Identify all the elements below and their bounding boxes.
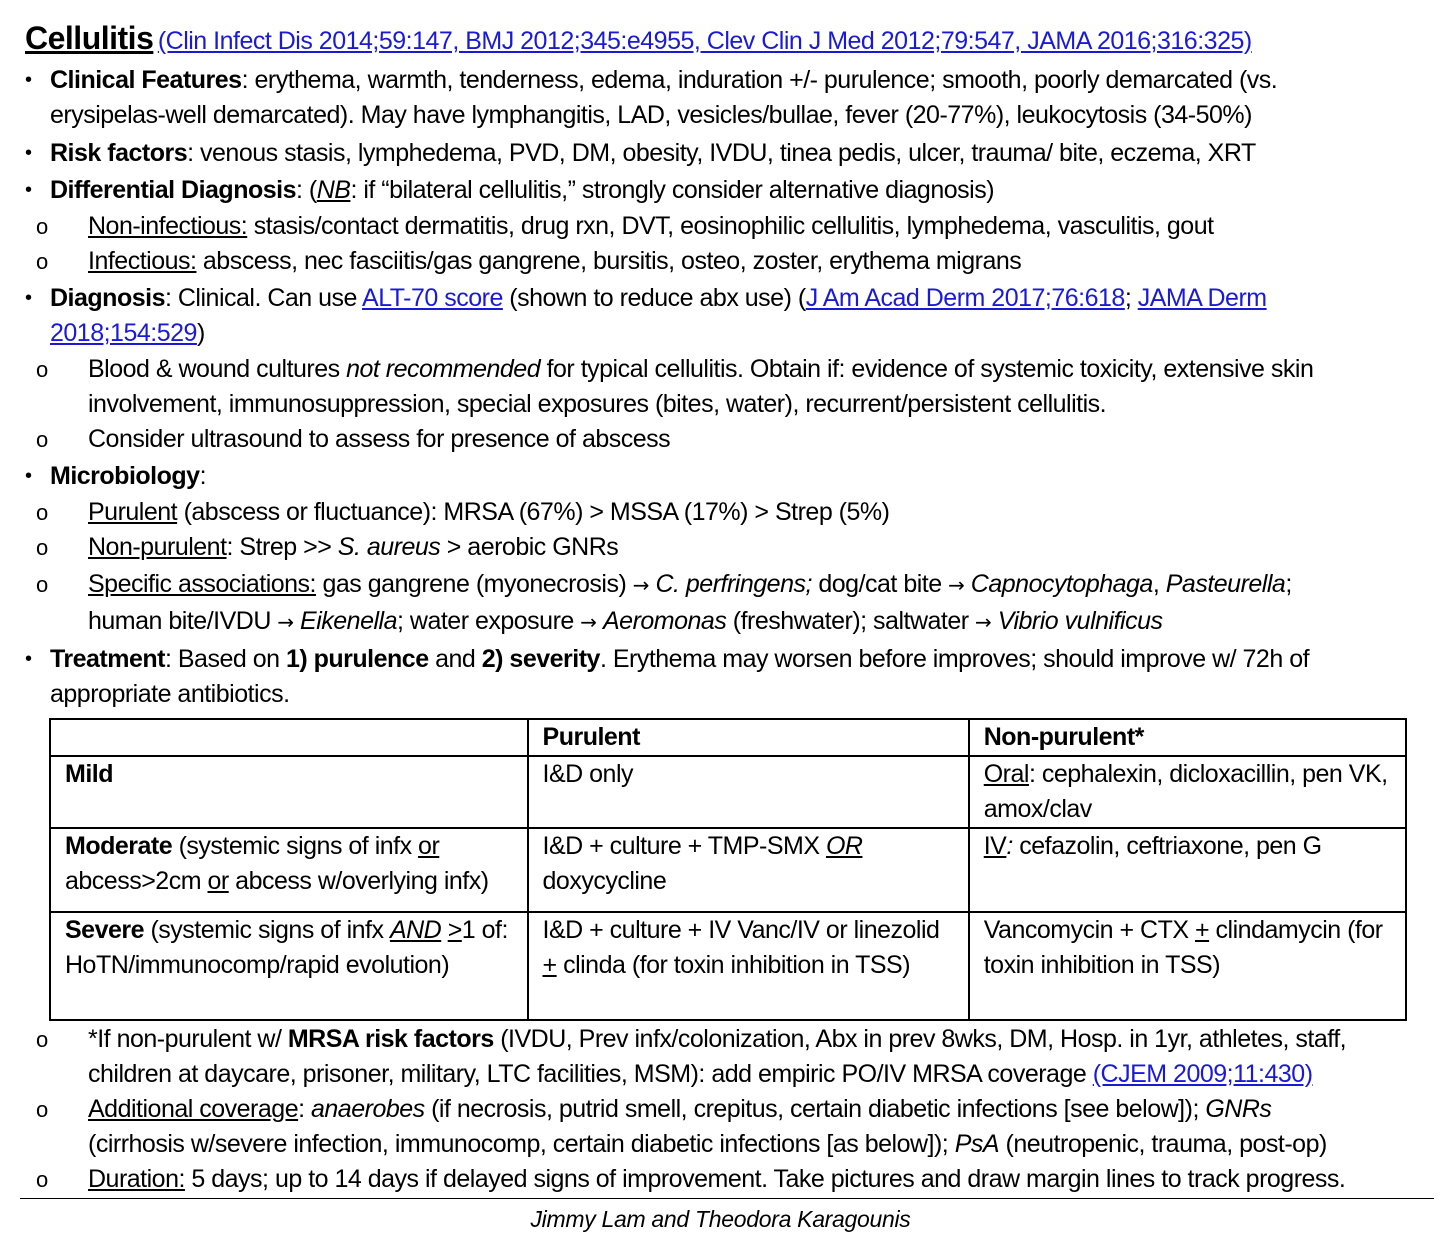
nonpurulent-cell-moderate: IV: cefazolin, ceftriaxone, pen G: [969, 828, 1406, 912]
jaad-reference-link[interactable]: J Am Acad Derm 2017;76:618: [805, 284, 1125, 312]
jama-derm-reference-link[interactable]: JAMA Derm: [1137, 284, 1267, 312]
diagnosis-cultures-line-1: Blood & wound cultures not recommended for typical cellulitis. Obtain if: evidence of systemic toxicity, extensive skin: [88, 355, 1314, 383]
table-row: [50, 756, 1406, 828]
clinical-features-line-2: erysipelas-well demarcated). May have lymphangitis, LAD, vesicles/bullae, fever (20-77%), leukocytosis (34-50%): [50, 101, 1252, 129]
right-arrow-icon: →: [948, 573, 965, 597]
differential-noninfectious: Non-infectious: stasis/contact dermatitis, drug rxn, DVT, eosinophilic cellulitis, lymphedema, vasculitis, gout: [88, 212, 1214, 240]
jama-derm-reference-link-cont[interactable]: 2018;154:529: [50, 319, 197, 347]
severity-cell-severe: Severe (systemic signs of infx AND >1 of: HoTN/immunocomp/rapid evolution): [50, 912, 528, 1020]
severity-cell-moderate: Moderate (systemic signs of infx or abcess>2cm or abcess w/overlying infx): [50, 828, 528, 912]
right-arrow-icon: →: [632, 573, 649, 597]
nonpurulent-cell-severe: Vancomycin + CTX + clindamycin (for toxin inhibition in TSS): [969, 912, 1406, 1020]
additional-coverage-line-2: (cirrhosis w/severe infection, immunocomp, certain diabetic infections [as below]); PsA (neutropenic, trauma, post-op): [88, 1130, 1327, 1158]
differential-line: Differential Diagnosis: (NB: if “bilateral cellulitis,” strongly consider alternative diagnosis): [50, 176, 995, 204]
sub-bullet-icon: o: [36, 500, 48, 525]
bullet-icon: •: [25, 287, 32, 309]
right-arrow-icon: →: [277, 610, 294, 634]
microbiology-label: Microbiology: [50, 462, 200, 490]
table-header-cell: Non-purulent*: [969, 719, 1406, 756]
risk-factors-label: Risk factors: [50, 139, 188, 167]
right-arrow-icon: →: [580, 610, 597, 634]
sub-bullet-icon: o: [36, 535, 48, 560]
title-heading: Cellulitis: [25, 20, 154, 56]
treatment-label: Treatment: [50, 645, 165, 673]
diagnosis-label: Diagnosis: [50, 284, 165, 312]
treatment-line-1: Treatment: Based on 1) purulence and 2) severity. Erythema may worsen before improves; should improve w/ 72h of: [50, 645, 1310, 673]
bullet-icon: •: [25, 179, 32, 201]
additional-coverage-line-1: Additional coverage: anaerobes (if necrosis, putrid smell, crepitus, certain diabetic infections [see below]); GNRs: [88, 1095, 1272, 1123]
sub-bullet-icon: o: [36, 1027, 48, 1052]
sub-bullet-icon: o: [36, 214, 48, 239]
bullet-icon: •: [25, 648, 32, 670]
clinical-features-line-1: Clinical Features: erythema, warmth, tenderness, edema, induration +/- purulence; smooth, poorly demarcated (vs.: [50, 66, 1278, 94]
page-title: [25, 20, 1252, 57]
sub-bullet-icon: o: [36, 1097, 48, 1122]
bullet-icon: •: [25, 69, 32, 91]
table-header-cell: [50, 719, 528, 756]
purulent-cell-moderate: I&D + culture + TMP-SMX OR doxycycline: [528, 828, 969, 912]
diagnosis-line-2: 2018;154:529): [50, 319, 205, 347]
purulent-cell-mild: I&D only: [528, 756, 969, 828]
treatment-line-2: appropriate antibiotics.: [50, 680, 290, 708]
sub-bullet-icon: o: [36, 427, 48, 452]
differential-label: Differential Diagnosis: [50, 176, 296, 204]
severity-cell-mild: Mild: [50, 756, 528, 828]
diagnosis-line-1: Diagnosis: Clinical. Can use ALT-70 score (shown to reduce abx use) (J Am Acad Derm 2017;76:618; JAMA Derm: [50, 284, 1267, 312]
table-row: [50, 828, 1406, 912]
footer-authors: Jimmy Lam and Theodora Karagounis: [530, 1206, 911, 1232]
microbiology-line: Microbiology:: [50, 462, 207, 490]
bullet-icon: •: [25, 465, 32, 487]
clinical-features-label: Clinical Features: [50, 66, 242, 94]
table-header-row: [50, 719, 1406, 756]
sub-bullet-icon: o: [36, 357, 48, 382]
nonpurulent-cell-mild: Oral: cephalexin, dicloxacillin, pen VK, amox/clav: [969, 756, 1406, 828]
microbiology-purulent: Purulent (abscess or fluctuance): MRSA (67%) > MSSA (17%) > Strep (5%): [88, 498, 890, 526]
mrsa-risk-line-1: *If non-purulent w/ MRSA risk factors (IVDU, Prev infx/colonization, Abx in prev 8wks, DM, Hosp. in 1yr, athletes, staff,: [88, 1025, 1347, 1053]
duration-line: Duration: 5 days; up to 14 days if delayed signs of improvement. Take pictures and draw margin lines to track progress.: [88, 1165, 1346, 1193]
footer-divider: [20, 1198, 1434, 1199]
title-references-link[interactable]: (Clin Infect Dis 2014;59:147, BMJ 2012;345:e4955, Clev Clin J Med 2012;79:547, JAMA 2016;316:325): [157, 27, 1252, 55]
differential-infectious: Infectious: abscess, nec fasciitis/gas gangrene, bursitis, osteo, zoster, erythema migrans: [88, 247, 1022, 275]
risk-factors-line: Risk factors: venous stasis, lymphedema, PVD, DM, obesity, IVDU, tinea pedis, ulcer, trauma/ bite, eczema, XRT: [50, 139, 1256, 167]
diagnosis-cultures-line-2: involvement, immunosuppression, special exposures (bites, water), recurrent/persistent cellulitis.: [88, 390, 1107, 418]
sub-bullet-icon: o: [36, 572, 48, 597]
microbiology-specific-line-1: Specific associations: gas gangrene (myonecrosis) → C. perfringens; dog/cat bite → Capnocytophaga, Pasteurella;: [88, 570, 1292, 598]
mrsa-risk-line-2: children at daycare, prisoner, military, LTC facilities, MSM): add empiric PO/IV MRSA coverage (CJEM 2009;11:430): [88, 1060, 1313, 1088]
microbiology-specific-line-2: human bite/IVDU → Eikenella; water exposure → Aeromonas (freshwater); saltwater → Vibrio vulnificus: [88, 607, 1163, 635]
diagnosis-ultrasound: Consider ultrasound to assess for presence of abscess: [88, 425, 671, 453]
bullet-icon: •: [25, 142, 32, 164]
right-arrow-icon: →: [975, 610, 992, 634]
alt70-score-link[interactable]: ALT-70 score: [362, 284, 503, 312]
cjem-reference-link[interactable]: (CJEM 2009;11:430): [1092, 1060, 1313, 1088]
table-row: [50, 912, 1406, 1020]
purulent-cell-severe: I&D + culture + IV Vanc/IV or linezolid + clinda (for toxin inhibition in TSS): [528, 912, 969, 1020]
treatment-table: [49, 718, 1407, 1021]
microbiology-nonpurulent: Non-purulent: Strep >> S. aureus > aerobic GNRs: [88, 533, 619, 561]
sub-bullet-icon: o: [36, 1167, 48, 1192]
sub-bullet-icon: o: [36, 249, 48, 274]
table-header-cell: Purulent: [528, 719, 969, 756]
